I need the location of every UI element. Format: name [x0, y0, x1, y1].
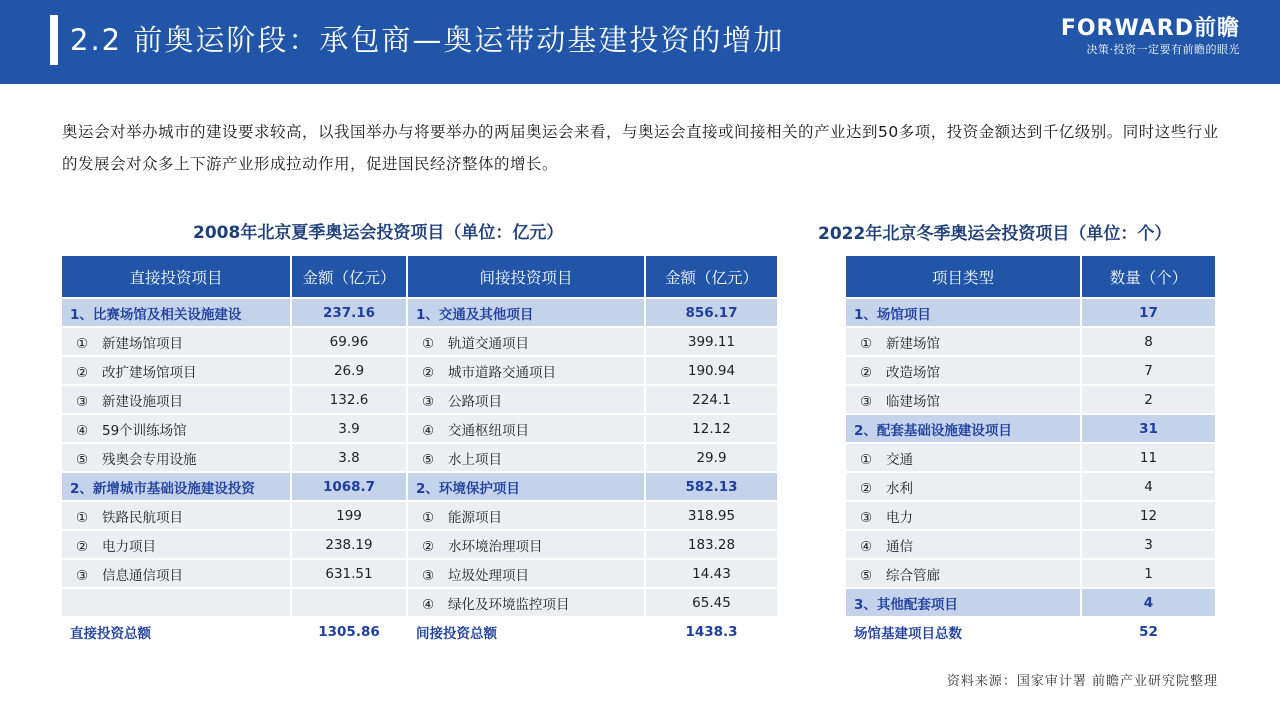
item-number-marker: ① [422, 335, 435, 352]
source-note: 资料来源：国家审计署 前瞻产业研究院整理 [946, 674, 1218, 689]
table-cell: 4 [1081, 588, 1216, 617]
table-row [845, 530, 1216, 559]
table-cell: 11 [1081, 443, 1216, 472]
item-number-marker: ⑤ [422, 451, 435, 468]
table-cell [845, 530, 1081, 559]
table-cell [845, 472, 1081, 501]
item-number-marker: ② [860, 364, 873, 381]
column-header: 金额（亿元） [291, 255, 407, 298]
table-cell [61, 385, 291, 414]
table-cell: 199 [291, 501, 407, 530]
table-row [61, 443, 778, 472]
table-cell: 4 [1081, 472, 1216, 501]
item-number-marker: ③ [860, 509, 873, 526]
table-cell [845, 356, 1081, 385]
column-header: 金额（亿元） [645, 255, 778, 298]
item-label: 铁路民航项目 [102, 509, 183, 526]
item-label: 水环境治理项目 [448, 538, 543, 555]
item-number-marker: ④ [76, 422, 89, 439]
table-cell: 8 [1081, 327, 1216, 356]
table-cell: 1、比赛场馆及相关设施建设 [61, 298, 291, 327]
table-cell: 318.95 [645, 501, 778, 530]
table-cell: 582.13 [645, 472, 778, 501]
table-cell [61, 327, 291, 356]
table-row [61, 472, 778, 501]
table-row [845, 617, 1216, 646]
table-header-row [845, 255, 1216, 298]
item-label: 绿化及环境监控项目 [448, 596, 570, 613]
winter-olympics-table-title: 2022年北京冬季奥运会投资项目（单位：个） [818, 224, 1172, 244]
table-cell: 237.16 [291, 298, 407, 327]
table-cell [407, 327, 645, 356]
item-label: 通信 [886, 538, 913, 555]
table-cell: 183.28 [645, 530, 778, 559]
table-cell [407, 385, 645, 414]
table-cell: 52 [1081, 617, 1216, 646]
table-cell: 29.9 [645, 443, 778, 472]
logo-slogan: 决策·投资一定要有前瞻的眼光 [1086, 43, 1240, 56]
item-label: 新建场馆 [886, 335, 940, 352]
table-cell: 间接投资总额 [407, 617, 645, 646]
table-row [845, 588, 1216, 617]
table-cell [61, 530, 291, 559]
table-cell: 631.51 [291, 559, 407, 588]
table-cell: 2、配套基础设施建设项目 [845, 414, 1081, 443]
table-cell: 场馆基建项目总数 [845, 617, 1081, 646]
table-cell: 1、场馆项目 [845, 298, 1081, 327]
table-cell [407, 443, 645, 472]
item-label: 水上项目 [448, 451, 502, 468]
item-label: 改扩建场馆项目 [102, 364, 197, 381]
table-cell [407, 501, 645, 530]
item-number-marker: ④ [422, 422, 435, 439]
item-label: 电力项目 [102, 538, 156, 555]
table-row [845, 559, 1216, 588]
item-number-marker: ② [422, 364, 435, 381]
summer-olympics-investment-table [60, 254, 779, 647]
summer-olympics-table-title: 2008年北京夏季奥运会投资项目（单位：亿元） [193, 223, 564, 243]
table-row [61, 530, 778, 559]
item-label: 交通枢纽项目 [448, 422, 529, 439]
table-cell: 1 [1081, 559, 1216, 588]
table-row [61, 327, 778, 356]
table-row [845, 298, 1216, 327]
table-cell [407, 356, 645, 385]
table-cell: 31 [1081, 414, 1216, 443]
item-number-marker: ③ [860, 393, 873, 410]
table-cell [845, 443, 1081, 472]
column-header: 项目类型 [845, 255, 1081, 298]
slide-header [0, 0, 1280, 84]
table-cell [407, 588, 645, 617]
item-number-marker: ③ [76, 567, 89, 584]
table-cell [61, 559, 291, 588]
item-number-marker: ① [860, 335, 873, 352]
table-cell [61, 356, 291, 385]
table-row [845, 472, 1216, 501]
column-header: 数量（个） [1081, 255, 1216, 298]
item-number-marker: ③ [422, 393, 435, 410]
item-number-marker: ① [860, 451, 873, 468]
table-cell [61, 588, 291, 617]
table-cell: 65.45 [645, 588, 778, 617]
column-header: 直接投资项目 [61, 255, 291, 298]
item-label: 垃圾处理项目 [448, 567, 529, 584]
table-cell: 856.17 [645, 298, 778, 327]
table-cell: 2 [1081, 385, 1216, 414]
table-row [845, 501, 1216, 530]
table-cell: 2、环境保护项目 [407, 472, 645, 501]
logo-wordmark: FORWARD前瞻 [1060, 16, 1240, 41]
item-label: 59个训练场馆 [102, 422, 187, 439]
table-row [61, 617, 778, 646]
intro-paragraph: 奥运会对举办城市的建设要求较高，以我国举办与将要举办的两届奥运会来看，与奥运会直接或间接相关的产业达到50多项，投资金额达到千亿级别。同时这些行业的发展会对众多上下游产业形成拉动作用，促进国民经济整体的增长。 [62, 123, 1219, 173]
item-number-marker: ① [76, 509, 89, 526]
table-cell [291, 588, 407, 617]
table-cell: 132.6 [291, 385, 407, 414]
item-number-marker: ③ [422, 567, 435, 584]
table-cell: 2、新增城市基础设施建设投资 [61, 472, 291, 501]
table-cell: 7 [1081, 356, 1216, 385]
table-row [61, 588, 778, 617]
table-cell: 1068.7 [291, 472, 407, 501]
table-cell: 224.1 [645, 385, 778, 414]
table-cell [407, 530, 645, 559]
item-label: 综合管廊 [886, 567, 940, 584]
item-label: 公路项目 [448, 393, 502, 410]
item-number-marker: ② [76, 364, 89, 381]
item-number-marker: ④ [860, 538, 873, 555]
item-label: 城市道路交通项目 [448, 364, 556, 381]
table-row [61, 501, 778, 530]
header-accent-bar [50, 15, 58, 65]
item-number-marker: ① [76, 335, 89, 352]
item-label: 能源项目 [448, 509, 502, 526]
item-number-marker: ⑤ [860, 567, 873, 584]
table-row [845, 327, 1216, 356]
table-cell [61, 414, 291, 443]
table-cell: 14.43 [645, 559, 778, 588]
table-row [845, 443, 1216, 472]
table-cell: 12.12 [645, 414, 778, 443]
table-cell: 1305.86 [291, 617, 407, 646]
table-header-row [61, 255, 778, 298]
table-cell [845, 385, 1081, 414]
table-row [61, 414, 778, 443]
table-row [61, 356, 778, 385]
item-label: 新建设施项目 [102, 393, 183, 410]
brand-logo [1061, 16, 1240, 58]
item-number-marker: ⑤ [76, 451, 89, 468]
item-number-marker: ② [76, 538, 89, 555]
table-cell [845, 501, 1081, 530]
table-cell: 1、交通及其他项目 [407, 298, 645, 327]
table-cell: 17 [1081, 298, 1216, 327]
table-row [61, 298, 778, 327]
table-row [61, 385, 778, 414]
item-label: 信息通信项目 [102, 567, 183, 584]
table-cell: 69.96 [291, 327, 407, 356]
item-label: 电力 [886, 509, 913, 526]
item-number-marker: ③ [76, 393, 89, 410]
table-row [845, 356, 1216, 385]
item-number-marker: ② [860, 480, 873, 497]
winter-olympics-investment-table [844, 254, 1217, 647]
table-cell [845, 559, 1081, 588]
table-cell: 238.19 [291, 530, 407, 559]
item-label: 残奥会专用设施 [102, 451, 197, 468]
table-row [61, 559, 778, 588]
table-cell: 3.8 [291, 443, 407, 472]
table-cell: 1438.3 [645, 617, 778, 646]
table-cell [407, 559, 645, 588]
table-cell: 直接投资总额 [61, 617, 291, 646]
table-cell [61, 501, 291, 530]
item-label: 临建场馆 [886, 393, 940, 410]
item-number-marker: ② [422, 538, 435, 555]
table-cell [61, 443, 291, 472]
table-cell: 3.9 [291, 414, 407, 443]
item-label: 改造场馆 [886, 364, 940, 381]
table-cell: 26.9 [291, 356, 407, 385]
item-label: 新建场馆项目 [102, 335, 183, 352]
page-title: 2.2 前奥运阶段：承包商—奥运带动基建投资的增加 [70, 23, 785, 57]
table-cell [845, 327, 1081, 356]
item-label: 水利 [886, 480, 913, 497]
item-label: 轨道交通项目 [448, 335, 529, 352]
table-cell: 12 [1081, 501, 1216, 530]
table-cell [407, 414, 645, 443]
item-number-marker: ① [422, 509, 435, 526]
item-number-marker: ④ [422, 596, 435, 613]
item-label: 交通 [886, 451, 913, 468]
table-cell: 399.11 [645, 327, 778, 356]
table-row [845, 385, 1216, 414]
column-header: 间接投资项目 [407, 255, 645, 298]
table-cell: 3 [1081, 530, 1216, 559]
table-cell: 190.94 [645, 356, 778, 385]
table-cell: 3、其他配套项目 [845, 588, 1081, 617]
table-row [845, 414, 1216, 443]
